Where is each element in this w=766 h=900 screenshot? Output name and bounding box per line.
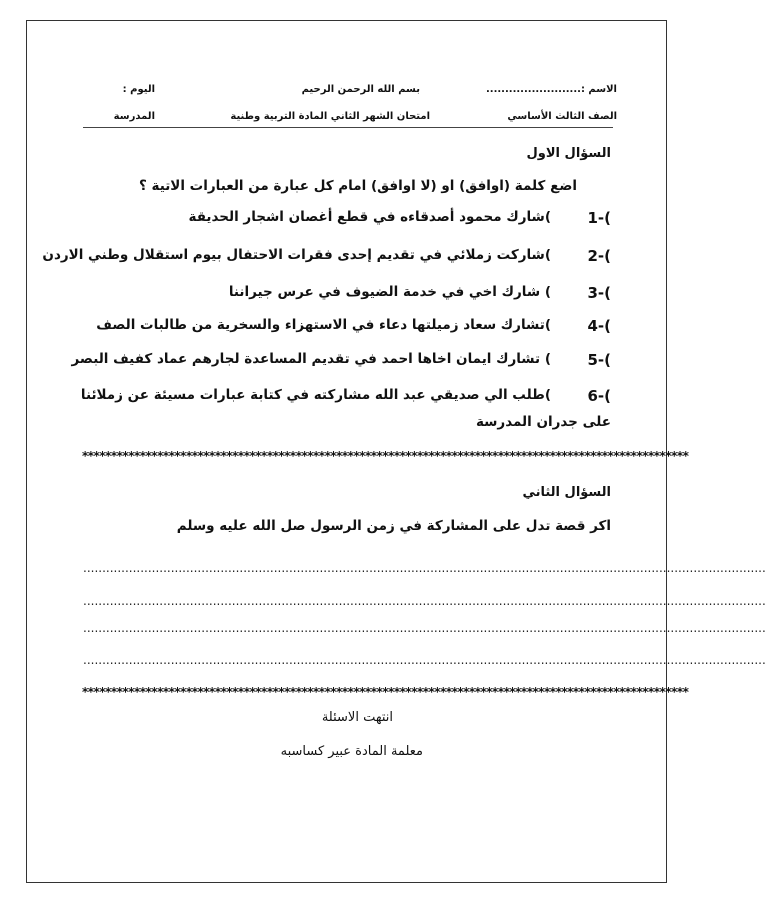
day-label: اليوم : — [122, 84, 155, 95]
separator-stars: ********************************************************************************************************* — [82, 685, 689, 699]
answer-line: ................................................................................................................................................................................... — [83, 594, 766, 608]
item-6-continuation: على جدران المدرسة — [475, 414, 611, 430]
teacher-name: معلمة المادة عبير كساسبه — [280, 744, 423, 759]
basmala: بسم الله الرحمن الرحيم — [301, 84, 420, 95]
item-text: ) تشارك ايمان اخاها احمد في تقديم المساعدة لجارهم عماد كفيف البصر — [71, 351, 551, 367]
question-2-title: السؤال الثاني — [522, 485, 611, 500]
question-2-instruction: اكر قصة تدل على المشاركة في زمن الرسول صل الله عليه وسلم — [176, 518, 611, 534]
exam-title: امتحان الشهر الثاني المادة التربية وطنية — [230, 111, 430, 122]
item-text: )تشارك سعاد زميلتها دعاء في الاستهزاء والسخرية من طالبات الصف — [96, 317, 551, 333]
item-number: 5-( — [587, 351, 611, 369]
list-item — [78, 317, 611, 339]
school-label: المدرسة — [113, 111, 155, 122]
item-text: )شاركت زملائي في تقديم إحدى فقرات الاحتفال بيوم استقلال وطني الاردن — [42, 247, 551, 263]
question-1-title: السؤال الاول — [526, 146, 611, 161]
name-label: الاسم :......................... — [485, 84, 617, 95]
answer-line: ................................................................................................................................................................................... — [83, 653, 766, 667]
list-item — [71, 351, 611, 373]
grade-label: الصف الثالث الأساسي — [507, 111, 617, 122]
end-of-questions: انتهت الاسئلة — [321, 710, 393, 725]
header-divider — [83, 127, 613, 128]
item-text: )شارك محمود أصدقاءه في قطع أغصان اشجار الحديقة — [188, 209, 551, 225]
list-item — [78, 284, 611, 306]
list-item — [78, 209, 611, 231]
item-number: 2-( — [587, 247, 611, 265]
item-text: ) شارك اخي في خدمة الضيوف في عرس جيراننا — [228, 284, 551, 300]
answer-line: ................................................................................................................................................................................... — [83, 621, 766, 635]
list-item — [42, 247, 611, 269]
answer-line: ................................................................................................................................................................................... — [83, 561, 766, 575]
item-number: 4-( — [587, 317, 611, 335]
item-text: )طلب الي صديقي عبد الله مشاركته في كتابة عبارات مسيئة عن زملائنا — [80, 387, 551, 403]
item-number: 3-( — [587, 284, 611, 302]
item-number: 6-( — [587, 387, 611, 405]
item-number: 1-( — [587, 209, 611, 227]
separator-stars: ********************************************************************************************************* — [82, 449, 689, 463]
list-item — [78, 387, 611, 409]
question-1-instruction: اضع كلمة (اوافق) او (لا اوافق) امام كل عبارة من العبارات الاتية ؟ — [139, 178, 577, 194]
